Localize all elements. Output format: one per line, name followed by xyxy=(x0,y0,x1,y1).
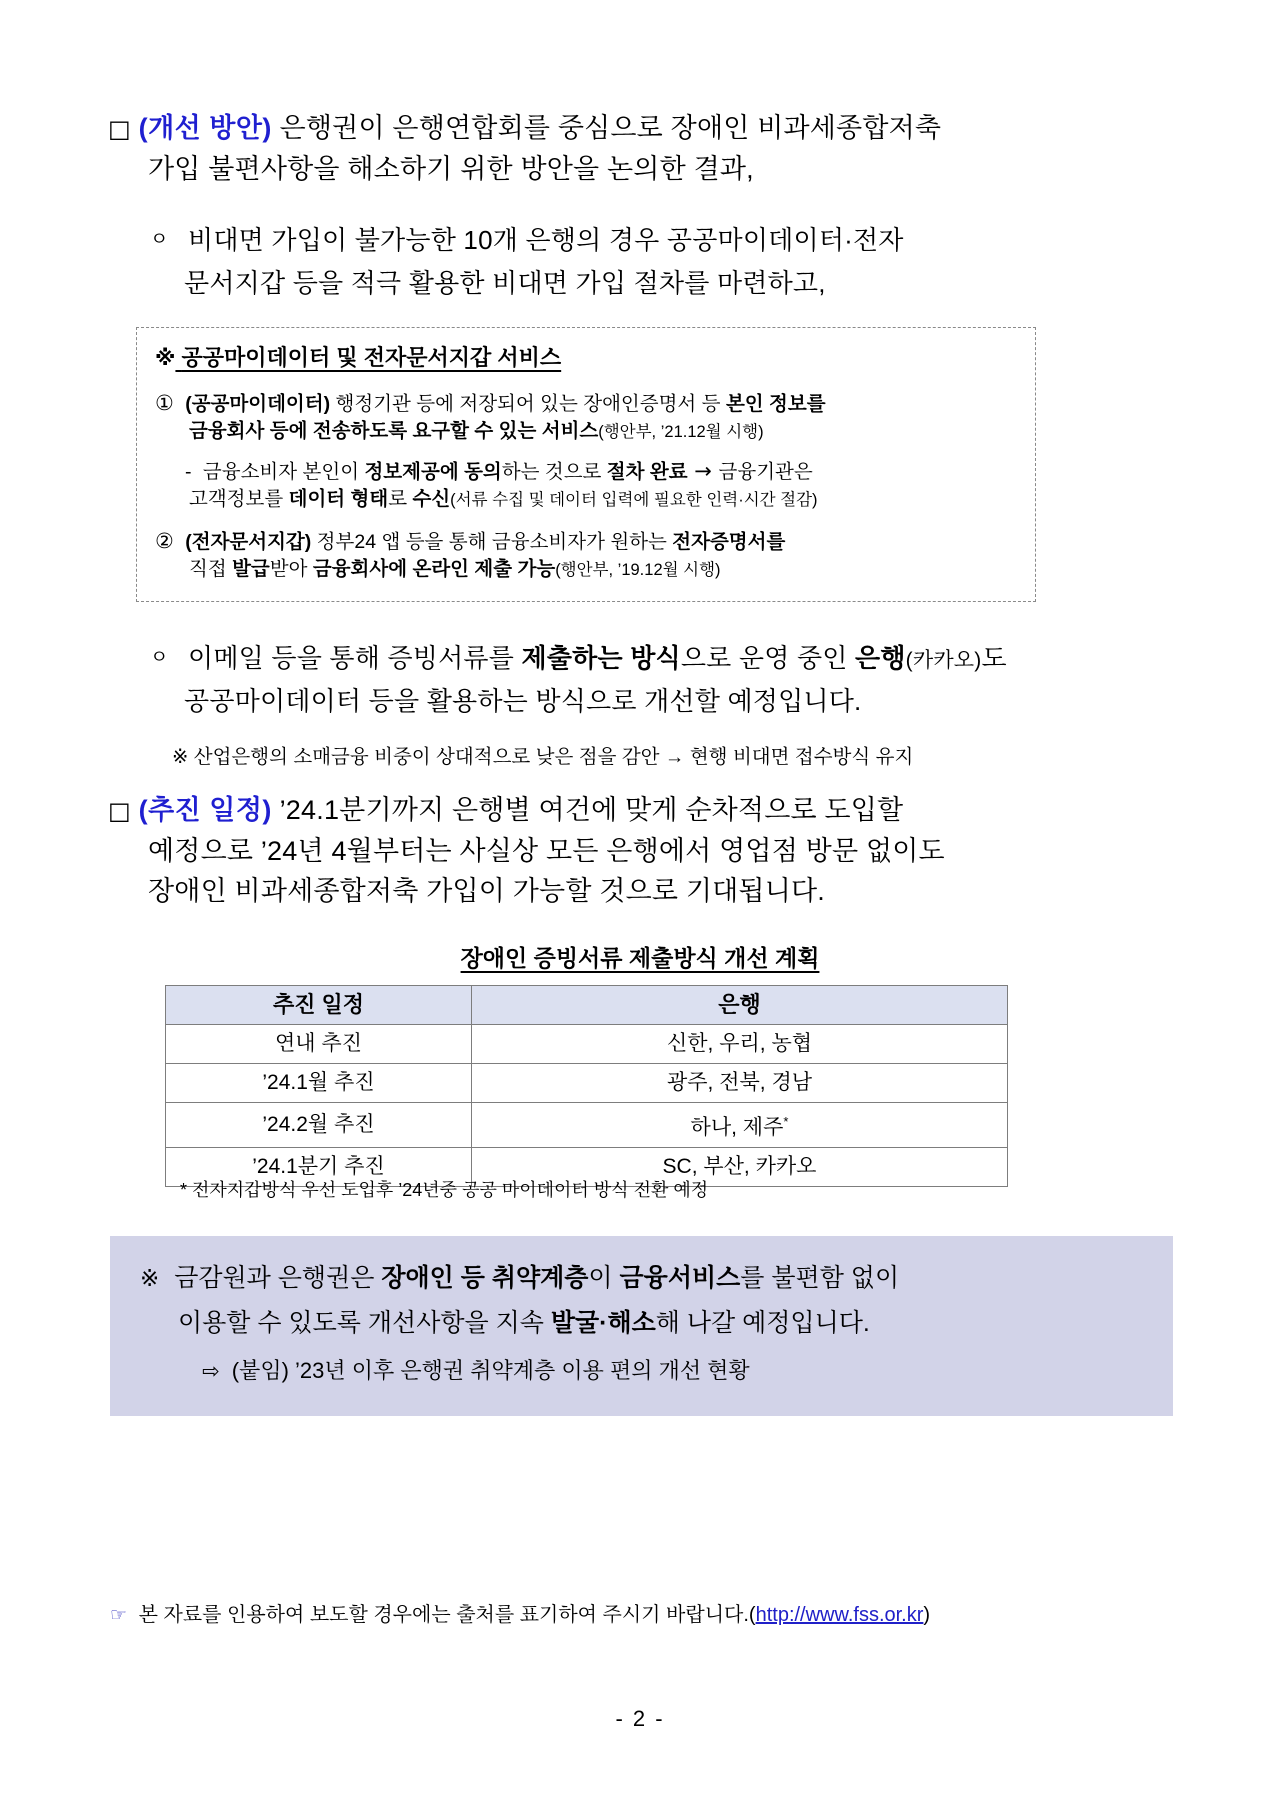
dash-line1-b: 정보제공에 xyxy=(364,461,465,483)
service-item-1 xyxy=(155,390,1017,446)
bullet2-line-1 xyxy=(108,638,1188,681)
pointing-hand-icon: ☞ xyxy=(110,1604,128,1626)
table-title: 장애인 증빙서류 제출방식 개선 계획 xyxy=(460,945,820,971)
circle-bullet-icon: ㅇ xyxy=(150,228,169,250)
service-item-2-line-1 xyxy=(155,528,1017,556)
table-row xyxy=(166,1025,1008,1064)
highlight-line1-a: 금감원과 은행권은 xyxy=(174,1264,382,1292)
dash-line1-bold: 절차 완료 xyxy=(606,461,688,483)
bullet-line-2: 문서지갑 등을 적극 활용한 비대면 가입 절차를 마련하고, xyxy=(184,268,826,298)
right-arrow-icon: ⇨ xyxy=(202,1359,220,1383)
footnote-star-marker: * xyxy=(783,1114,789,1129)
dash-line1-a: 금융소비자 본인이 xyxy=(202,461,365,483)
section-line-1-text: 은행권이 은행연합회를 중심으로 장애인 비과세종합저축 xyxy=(271,113,942,143)
source-open-paren: ( xyxy=(748,1604,756,1626)
table-cell-banks-text: SC, 부산, 카카오 xyxy=(662,1155,817,1178)
highlight-line1-b: 이 xyxy=(588,1264,620,1292)
dash-line2-b: 로 xyxy=(388,488,413,510)
service-item-1-text: 행정기관 등에 저장되어 있는 장애인증명서 등 xyxy=(330,393,726,415)
service-box-title xyxy=(155,342,1017,374)
dash-line2-a: 고객정보를 xyxy=(189,488,289,510)
highlight-line-2 xyxy=(140,1301,1143,1345)
highlight-line2-a: 이용할 수 있도록 개선사항을 지속 xyxy=(178,1309,551,1337)
dash-line2-paren: (서류 수집 및 데이터 입력에 필요한 인력·시간 절감) xyxy=(450,491,818,509)
circled-number-2-icon: ② xyxy=(155,529,174,553)
service-item-2-line2-a: 직접 xyxy=(189,558,233,580)
bullet2-line1-a: 이메일 등을 통해 증빙서류를 xyxy=(188,643,522,673)
service-item-2-bold-tail: 전자증명서를 xyxy=(672,531,786,553)
dash-bullet-icon: - xyxy=(185,461,192,483)
service-box-title-text: 공공마이데이터 및 전자문서지갑 서비스 xyxy=(181,345,562,370)
service-item-2-line2-bold-a: 발급 xyxy=(232,558,270,580)
bullet-email-method xyxy=(108,638,1188,721)
section-tag: (개선 방안) xyxy=(138,113,272,143)
table-header-bank: 은행 xyxy=(472,986,1008,1025)
table-cell-schedule: ’24.2월 추진 xyxy=(166,1103,472,1148)
service-item-2 xyxy=(155,528,1017,584)
service-item-1-lead: (공공마이데이터) xyxy=(185,393,331,415)
dash-line1-tail: 금융기관은 xyxy=(718,461,813,483)
circle-bullet-icon-2: ㅇ xyxy=(150,646,169,668)
section2-tag: (추진 일정) xyxy=(138,795,272,825)
service-item-2-line2-bold-b: 금융회사에 온라인 제출 가능 xyxy=(312,558,556,580)
section2-line-1 xyxy=(108,790,1188,831)
highlight-box xyxy=(110,1236,1173,1416)
source-close-paren: ) xyxy=(923,1604,931,1626)
bullet2-line1-c: 도 xyxy=(981,643,1007,673)
table-cell-banks-text: 신한, 우리, 농협 xyxy=(666,1032,813,1055)
highlight-line2-b: 해 나갈 예정입니다. xyxy=(655,1309,870,1337)
kdb-note: ※ 산업은행의 소매금융 비중이 상대적으로 낮은 점을 감안 → 현행 비대면 접수방식 유지 xyxy=(172,746,914,768)
bullet2-line1-b: 으로 운영 중인 xyxy=(680,643,855,673)
table-row xyxy=(166,1064,1008,1103)
service-description-box xyxy=(136,327,1036,602)
service-item-dash-line-1 xyxy=(155,458,1017,486)
highlight-line1-bold2: 금융서비스 xyxy=(619,1264,741,1292)
table-header-row xyxy=(166,986,1008,1025)
square-bullet-icon-2: □ xyxy=(108,797,131,825)
highlight-line2-bold: 발굴·해소 xyxy=(550,1309,656,1337)
table-cell-schedule: ’24.1월 추진 xyxy=(166,1064,472,1103)
service-item-2-text: 정부24 앱 등을 통해 금융소비자가 원하는 xyxy=(311,531,673,553)
reference-mark-icon: ※ xyxy=(155,346,176,370)
service-item-1-line-2 xyxy=(155,418,1017,446)
service-item-2-paren: (행안부, ’19.12월 시행) xyxy=(555,561,721,579)
service-item-1-line-1 xyxy=(155,390,1017,418)
highlight-line-1 xyxy=(140,1256,1143,1301)
section-line-2: 가입 불편사항을 해소하기 위한 방안을 논의한 결과, xyxy=(148,154,754,184)
highlight-line1-c: 를 불편함 없이 xyxy=(740,1264,900,1292)
section-line-1 xyxy=(108,108,1188,149)
bullet-line-1-text: 비대면 가입이 불가능한 10개 은행의 경우 공공마이데이터·전자 xyxy=(188,225,904,255)
service-item-2-lead: (전자문서지갑) xyxy=(185,531,312,553)
table-cell-banks xyxy=(472,1103,1008,1148)
bullet2-line1-bold: 제출하는 방식 xyxy=(521,643,681,673)
table-cell-schedule: ’24.1분기 추진 xyxy=(166,1148,472,1187)
fss-website-link[interactable]: http://www.fss.or.kr xyxy=(755,1604,924,1626)
service-item-2-line2-b: 받아 xyxy=(269,558,313,580)
table-cell-schedule: 연내 추진 xyxy=(166,1025,472,1064)
service-item-dash-line-2 xyxy=(155,486,1017,514)
bullet2-line1-paren: (카카오) xyxy=(905,649,982,672)
service-item-1-line2-bold: 금융회사 등에 전송하도록 요구할 수 있는 서비스 xyxy=(189,420,599,442)
table-cell-banks xyxy=(472,1064,1008,1103)
bullet2-line-2: 공공마이데이터 등을 활용하는 방식으로 개선할 예정입니다. xyxy=(184,686,862,716)
page-number: - 2 - xyxy=(615,1706,665,1731)
section-improvement-plan xyxy=(108,108,1188,189)
service-item-dash xyxy=(155,458,1017,514)
reference-mark-icon-2: ※ xyxy=(140,1266,160,1292)
attachment-text: (붙임) ’23년 이후 은행권 취약계층 이용 편의 개선 현황 xyxy=(231,1358,750,1383)
table-header-schedule: 추진 일정 xyxy=(166,986,472,1025)
highlight-line1-bold: 장애인 등 취약계층 xyxy=(381,1264,589,1292)
table-row xyxy=(166,1103,1008,1148)
plan-table xyxy=(165,985,1008,1187)
attachment-line xyxy=(140,1351,1143,1391)
source-notice xyxy=(110,1598,930,1627)
source-text: 본 자료를 인용하여 보도할 경우에는 출처를 표기하여 주시기 바랍니다. xyxy=(138,1604,749,1626)
table-cell-banks-text: 하나, 제주 xyxy=(690,1116,784,1139)
table-cell-banks-text: 광주, 전북, 경남 xyxy=(666,1071,813,1094)
service-item-2-line-2 xyxy=(155,556,1017,584)
dash-line1-d: 하는 것으로 xyxy=(501,461,607,483)
circled-number-1-icon: ① xyxy=(155,391,174,415)
bullet-nonface-signup xyxy=(108,220,1188,303)
dash-line2-bold-a: 데이터 형태 xyxy=(288,488,389,510)
service-item-1-paren: (행안부, ’21.12월 시행) xyxy=(598,423,764,441)
dash-line1-c: 동의 xyxy=(464,461,502,483)
arrow-icon: → xyxy=(687,459,719,483)
table-footnote: * 전자지갑방식 우선 도입후 ’24년중 공공 마이데이터 방식 전환 예정 xyxy=(180,1180,709,1200)
section-schedule xyxy=(108,790,1188,911)
section2-line-3: 장애인 비과세종합저축 가입이 가능할 것으로 기대됩니다. xyxy=(148,876,825,906)
section2-line-1-text: ’24.1분기까지 은행별 여건에 맞게 순차적으로 도입할 xyxy=(271,795,904,825)
service-item-1-bold-tail: 본인 정보를 xyxy=(725,393,826,415)
table-cell-banks xyxy=(472,1025,1008,1064)
dash-line2-bold-b: 수신 xyxy=(412,488,451,510)
bullet2-line1-bold2: 은행 xyxy=(855,643,906,673)
square-bullet-icon: □ xyxy=(108,115,131,143)
section2-line-2: 예정으로 ’24년 4월부터는 사실상 모든 은행에서 영업점 방문 없이도 xyxy=(148,836,945,866)
bullet-line-1 xyxy=(108,220,1188,263)
